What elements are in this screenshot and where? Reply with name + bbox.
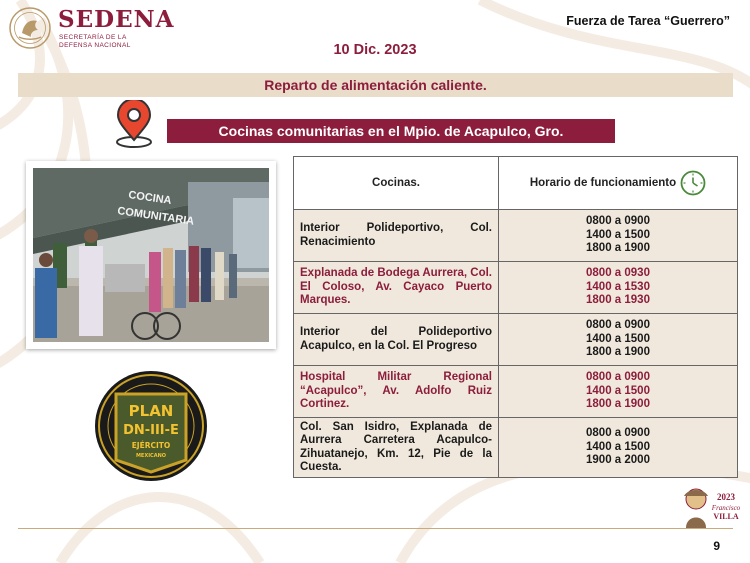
hours-slot: 1400 a 1500 bbox=[586, 384, 650, 397]
villa-year: 2023 bbox=[717, 492, 735, 502]
clock-icon bbox=[680, 170, 706, 196]
hours-cell bbox=[499, 366, 738, 418]
hours-slot: 0800 a 0900 bbox=[586, 319, 650, 332]
kitchen-cell: Interior Polideportivo, Col. Renacimiento bbox=[294, 210, 499, 262]
hours-cell bbox=[499, 418, 738, 478]
plan-badge-line4: MEXICANO bbox=[135, 453, 167, 459]
kitchen-cell: Col. San Isidro, Explanada de Aurrera Carretera Acapulco-Zihuatanejo, Km. 12, Pie de la Cuesta. bbox=[294, 418, 499, 478]
plan-badge-line3: EJÉRCITO bbox=[131, 441, 171, 450]
hours-slot: 1800 a 1900 bbox=[586, 398, 650, 411]
francisco-villa-2023-logo bbox=[680, 484, 744, 530]
table-row bbox=[294, 262, 738, 314]
hours-slot: 1400 a 1500 bbox=[586, 440, 650, 453]
kitchens-table bbox=[293, 156, 738, 478]
hours-slot: 1400 a 1500 bbox=[586, 228, 650, 241]
hours-slot: 1400 a 1500 bbox=[586, 332, 650, 345]
org-subtitle-line1: SECRETARÍA DE LA bbox=[59, 34, 127, 41]
subbanner-title: Cocinas comunitarias en el Mpio. de Acapulco, Gro. bbox=[167, 119, 615, 143]
header-schedule bbox=[499, 157, 738, 210]
table-header-row bbox=[294, 157, 738, 210]
task-force-label: Fuerza de Tarea “Guerrero” bbox=[566, 14, 730, 28]
page-number: 9 bbox=[713, 539, 720, 553]
hours-cell bbox=[499, 262, 738, 314]
plan-dn-iii-e-badge bbox=[92, 368, 210, 484]
hours-slot: 1400 a 1530 bbox=[586, 280, 650, 293]
footer-divider bbox=[18, 528, 733, 529]
hours-slot: 0800 a 0900 bbox=[586, 427, 650, 440]
table-row bbox=[294, 314, 738, 366]
location-pin-icon bbox=[114, 100, 154, 150]
hours-slot: 1900 a 2000 bbox=[586, 454, 650, 467]
kitchen-cell: Interior del Polideportivo Acapulco, en la Col. El Progreso bbox=[294, 314, 499, 366]
hours-slot: 0800 a 0900 bbox=[586, 215, 650, 228]
kitchen-photo-frame bbox=[26, 161, 276, 349]
photo-sign-line2: COMUNITARIA bbox=[116, 205, 195, 228]
photo-sign-line1: COCINA bbox=[127, 189, 173, 208]
org-name: SEDENA bbox=[58, 6, 175, 33]
kitchens-table-container bbox=[293, 156, 737, 478]
header-kitchens: Cocinas. bbox=[294, 157, 499, 210]
table-row bbox=[294, 418, 738, 478]
plan-badge-line2: DN-III-E bbox=[123, 423, 179, 438]
community-kitchen-photo bbox=[33, 168, 269, 342]
kitchen-cell: Explanada de Bodega Aurrera, Col. El Coloso, Av. Cayaco Puerto Marques. bbox=[294, 262, 499, 314]
plan-badge-line1: PLAN bbox=[128, 402, 174, 420]
hours-slot: 1800 a 1900 bbox=[586, 242, 650, 255]
hours-cell bbox=[499, 210, 738, 262]
header-schedule-label: Horario de funcionamiento bbox=[529, 177, 677, 189]
hours-slot: 0800 a 0930 bbox=[586, 267, 650, 280]
hours-slot: 1800 a 1900 bbox=[586, 346, 650, 359]
banner-title: Reparto de alimentación caliente. bbox=[18, 73, 733, 97]
villa-line2: VILLA bbox=[713, 512, 739, 521]
hours-cell bbox=[499, 314, 738, 366]
table-row bbox=[294, 210, 738, 262]
report-date: 10 Dic. 2023 bbox=[333, 42, 417, 58]
hours-slot: 1800 a 1930 bbox=[586, 294, 650, 307]
table-row bbox=[294, 366, 738, 418]
hours-slot: 0800 a 0900 bbox=[586, 371, 650, 384]
villa-line1: Francisco bbox=[711, 504, 741, 512]
org-subtitle-line2: DEFENSA NACIONAL bbox=[59, 42, 131, 49]
kitchen-cell: Hospital Militar Regional “Acapulco”, Av. Adolfo Ruiz Cortinez. bbox=[294, 366, 499, 418]
